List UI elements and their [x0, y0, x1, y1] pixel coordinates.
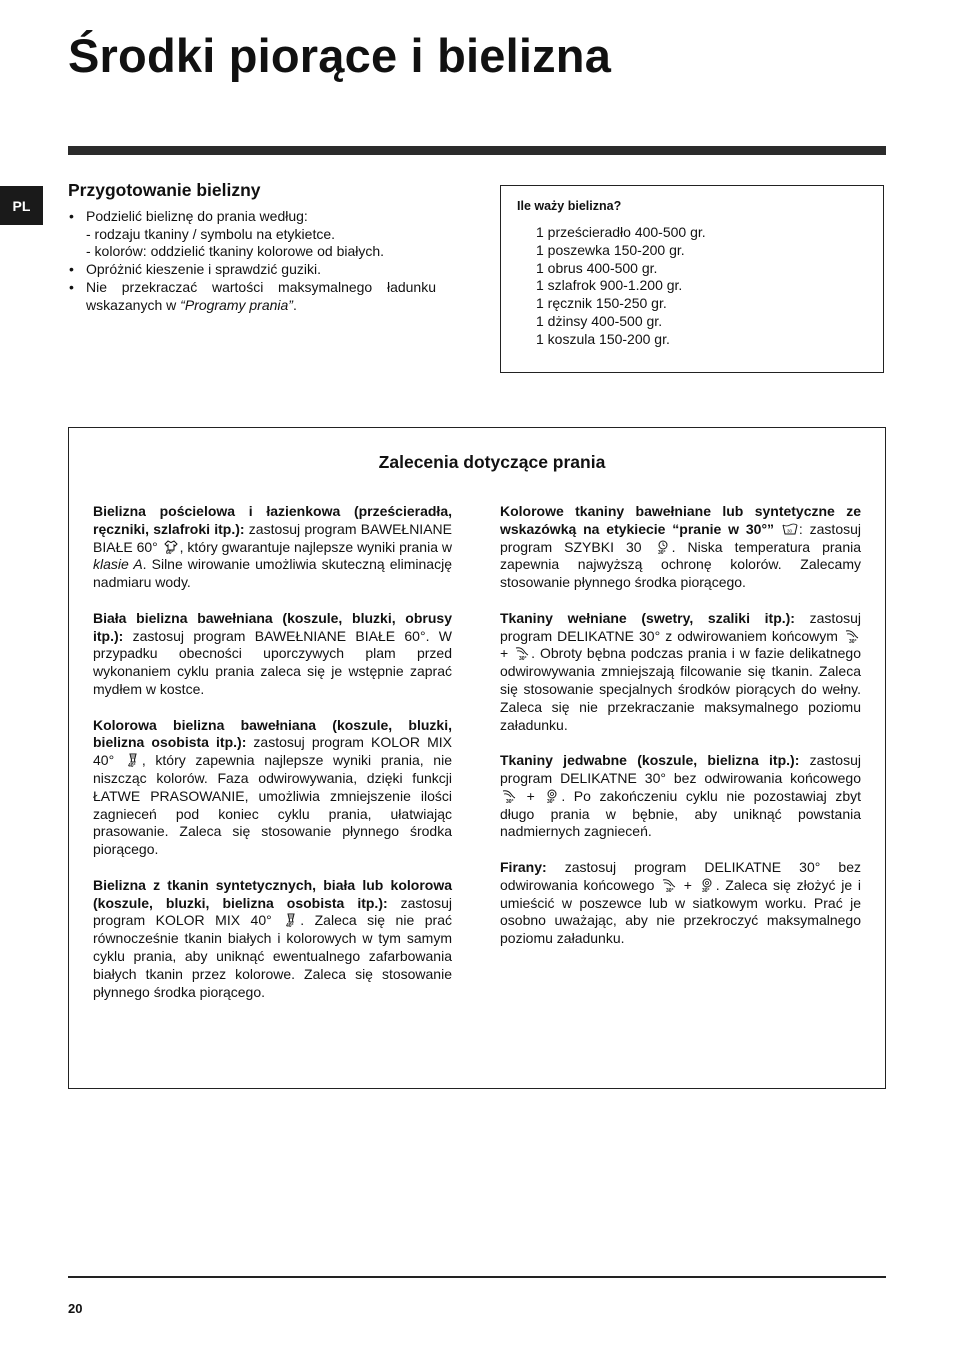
recommendations-right-column: [500, 503, 861, 966]
svg-text:40°: 40°: [127, 763, 136, 768]
recommendation-text: . Zaleca się złożyć je i umieścić w poszewce lub w siatkowym worku. Prać je osobno uważając, aby nie przekroczyć maksymalnego poziomu załadunku.: [500, 876, 861, 947]
recommendation-text: zastosuj program DELIKATNE 30° bez odwirowania końcowego: [500, 858, 861, 893]
list-item: [68, 279, 436, 314]
recommendation-text: zastosuj program BAWEŁNIANE BIAŁE 60°: [93, 520, 452, 555]
list-item-text: Nie przekraczać wartości maksymalnego ładunku wskazanych w: [86, 278, 436, 313]
recommendation-text: . Silne wirowanie umożliwia skuteczną eliminację nadmiaru wody.: [93, 556, 452, 591]
weight-item: 1 prześcieradło 400-500 gr.: [536, 224, 706, 240]
weight-item: 1 poszewka 150-200 gr.: [536, 241, 685, 258]
no-spin-30-icon: [544, 789, 560, 803]
recommendations-box: [68, 427, 886, 1089]
list-subitem: - rodzaju tkaniny / symbolu na etykietce.: [86, 225, 336, 242]
recommendations-left-column: [93, 503, 452, 1019]
weight-item: 1 ręcznik 150-250 gr.: [536, 295, 667, 312]
recommendation-paragraph: [500, 503, 861, 592]
weight-item: 1 dżinsy 400-500 gr.: [536, 312, 663, 329]
recommendation-text: +: [500, 645, 514, 662]
energy-class: klasie A: [93, 556, 143, 573]
recommendation-title: Biała bielizna bawełniana (koszule, bluzki, obrusy itp.):: [93, 609, 452, 644]
delicate-30-icon: [661, 878, 677, 892]
list-item-text: .: [292, 296, 297, 313]
preparation-heading: Przygotowanie bielizny: [68, 180, 261, 200]
recommendation-text: . Niska temperatura prania zapewnia najwyższą ochronę kolorów. Zalecamy stosowanie płynnego środka piorącego.: [500, 538, 862, 591]
quick-30-icon: [655, 540, 671, 554]
recommendation-paragraph: [93, 503, 452, 592]
recommendation-title: Kolorowa bielizna bawełniana (koszule, bluzki, bielizna osobista itp.):: [93, 716, 452, 751]
preparation-list: [68, 208, 436, 314]
svg-text:30°: 30°: [849, 638, 857, 643]
recommendation-text: +: [678, 876, 698, 893]
recommendation-text: zastosuj program KOLOR MIX 40°: [93, 734, 452, 769]
delicate-30-icon: [844, 629, 860, 643]
svg-text:30°: 30°: [701, 887, 710, 892]
svg-text:30°: 30°: [657, 549, 666, 554]
weight-heading: Ile waży bielizna?: [517, 199, 622, 213]
recommendation-title: Bielizna pościelowa i łazienkowa (prześcieradła, ręczniki, szlafroki itp.):: [93, 503, 452, 537]
recommendation-text: zastosuj program BAWEŁNIANE BIAŁE 60°. W przypadku obecności uporczywych plam przed wykonaniem cyklu prania zaleca się je wstępnie zaprać mydłem w kostce.: [93, 627, 452, 697]
recommendation-paragraph: [500, 752, 861, 841]
recommendation-text: , który gwarantuje najlepsze wyniki prania w: [179, 538, 452, 555]
weight-item: 1 szlafrok 900-1.200 gr.: [536, 277, 683, 294]
cotton-60-icon: [163, 540, 179, 554]
recommendation-text: , który zapewnia najlepsze wyniki prania, nie niszcząc kolorów. Faza odwirowywania, dzięki funkcji ŁATWE PRASOWANIE, umożliwia zmniejszenie ilości zagnieceń pod koniec cyklu prania, ułatwiając prasowanie. Zaleca się stosowanie płynnego środka piorącego.: [93, 752, 452, 858]
recommendation-text: : zastosuj program SZYBKI 30: [500, 520, 861, 555]
title-divider: [68, 146, 886, 155]
recommendation-text: zastosuj program DELIKATNE 30° z odwirowaniem końcowym: [500, 609, 862, 644]
page-number: 20: [68, 1301, 83, 1316]
recommendation-text: zastosuj program KOLOR MIX 40°: [93, 894, 453, 929]
program-reference: “Programy prania”: [180, 296, 293, 313]
color-mix-40-icon: [283, 913, 299, 927]
svg-text:60°: 60°: [165, 549, 174, 554]
recommendation-title: Firany:: [500, 858, 547, 875]
recommendation-text: . Obroty bębna podczas prania i w fazie delikatnego odwirowywania zmniejszają filcowanie się tkanin. Zaleca się stosowanie specjalnych środków piorących do wełny. Zaleca się nie przekraczanie maksymalnego poziomu załadunku.: [500, 645, 861, 733]
weight-item: 1 koszula 150-200 gr.: [536, 330, 670, 347]
recommendation-title: Tkaniny jedwabne (koszule, bielizna itp.):: [500, 752, 800, 769]
svg-text:40°: 40°: [286, 923, 294, 928]
recommendation-text: . Zaleca się nie prać równocześnie tkanin białych i kolorowych w tym samym cyklu prania, aby uniknąć ewentualnego zafarbowania białych tkanin przez kolorowe. Zaleca się stosowanie płynnego środka piorącego.: [93, 912, 452, 1000]
recommendation-paragraph: [93, 610, 452, 699]
list-item: [68, 208, 436, 261]
delicate-30-icon: [514, 646, 530, 660]
recommendation-paragraph: [500, 610, 861, 735]
color-mix-40-icon: [125, 753, 141, 767]
list-item: [68, 261, 436, 279]
svg-text:30°: 30°: [519, 656, 527, 661]
recommendation-title: Kolorowe tkaniny bawełniane lub syntetyczne ze wskazówką na etykiecie “pranie w 30°”: [500, 503, 861, 537]
weight-info-box: [500, 185, 884, 373]
weight-item: 1 obrus 400-500 gr.: [536, 259, 658, 276]
list-subitem: - kolorów: oddzielić tkaniny kolorowe od białych.: [86, 243, 385, 260]
page-title: Środki piorące i bielizna: [68, 29, 612, 82]
list-item-text: Podzielić bieliznę do prania według:: [86, 208, 308, 224]
footer-divider: [68, 1276, 886, 1278]
recommendation-title: Bielizna z tkanin syntetycznych, biała lub kolorowa (koszule, bluzki, bielizna osobista itp.):: [93, 876, 452, 911]
list-item-text: Opróżnić kieszenie i sprawdzić guziki.: [86, 261, 321, 278]
recommendation-text: zastosuj program DELIKATNE 30° bez odwirowania końcowego: [500, 752, 861, 786]
no-spin-30-icon: [699, 878, 715, 892]
weight-list: [536, 224, 706, 349]
recommendation-paragraph: [93, 877, 452, 1002]
recommendation-paragraph: [93, 717, 452, 859]
svg-text:30°: 30°: [666, 887, 674, 892]
svg-text:30°: 30°: [547, 798, 555, 803]
wash-30-icon: [782, 522, 798, 536]
recommendation-paragraph: [500, 859, 861, 948]
delicate-30-icon: [501, 789, 517, 803]
language-tab: PL: [0, 186, 43, 225]
recommendation-text: +: [518, 787, 544, 804]
svg-text:30: 30: [786, 528, 792, 534]
recommendations-heading: Zalecenia dotyczące prania: [378, 452, 606, 472]
recommendation-text: . Po zakończeniu cyklu nie pozostawiaj zbyt długo prania w bębnie, aby uniknąć powstania nadmiernych zagnieceń.: [500, 787, 861, 840]
recommendation-title: Tkaniny wełniane (swetry, szaliki itp.):: [500, 609, 795, 626]
svg-text:30°: 30°: [506, 798, 514, 803]
